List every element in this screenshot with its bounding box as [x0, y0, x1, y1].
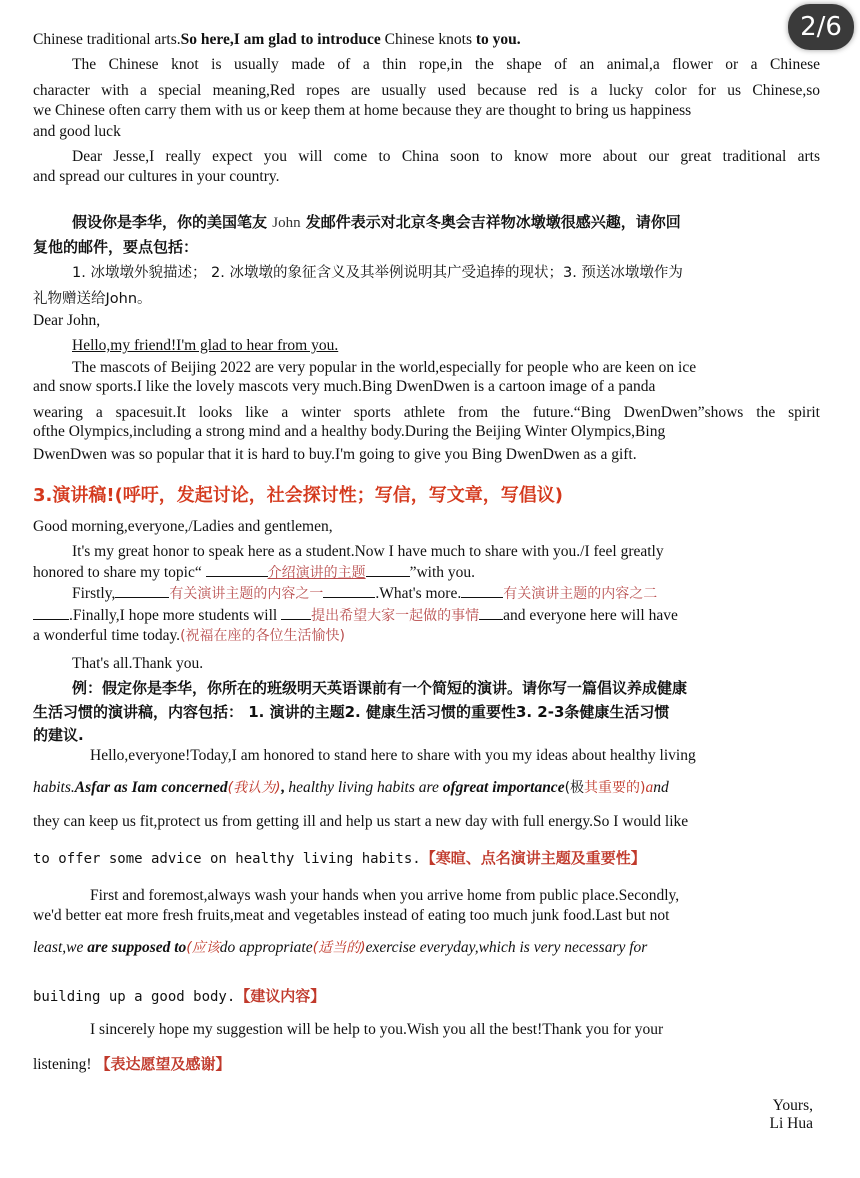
hint-text: 其重要的) — [584, 780, 646, 796]
hint-text: 提出希望大家一起做的事情 — [311, 608, 480, 624]
letter-line-5: DwenDwen was so popular that it is hard to buy.I'm going to give you Bing DwenDwen as a gift. — [33, 446, 637, 463]
blank-line — [323, 583, 375, 598]
template-line-7: That's all.Thank you. — [72, 655, 204, 672]
letter-opening: Hello,my friend!I'm glad to hear from you. — [72, 337, 339, 354]
letter-line-4: ofthe Olympics,including a strong mind and a healthy body.During the Beijing Winter Olympics,Bing — [33, 423, 666, 440]
template-line-5 — [33, 605, 820, 626]
phrase-highlight: are supposed to — [87, 939, 187, 956]
hint-text: 有关演讲主题的内容之二 — [503, 586, 658, 602]
essay-p2-line-2: we'd better eat more fresh fruits,meat and vegetables instead of eating too much junk food.Last but not — [33, 907, 670, 924]
text: to you. — [475, 31, 521, 48]
blank-line — [366, 562, 410, 577]
section-tag: 【表达愿望及感谢】 — [95, 1055, 231, 1073]
essay-p1-line-2 — [33, 778, 820, 798]
intro-line-5: and good luck — [33, 123, 121, 140]
closing: Yours, — [772, 1097, 813, 1114]
intro-line-4: we Chinese often carry them with us or keep them at home because they are thought to bring us happiness — [33, 102, 692, 119]
essay-p3-line-2 — [33, 1054, 820, 1075]
intro-line-7: and spread our cultures in your country. — [33, 168, 280, 185]
text: habits. — [33, 779, 75, 796]
template-line-4 — [72, 583, 820, 604]
essay-p2-line-1: First and foremost,always wash your hands when you arrive home from public place.Secondly, — [90, 887, 680, 904]
text: .What's more. — [375, 585, 462, 602]
signature: Li Hua — [769, 1115, 813, 1132]
example-line-3: 的建议. — [33, 726, 84, 744]
text: and everyone here will have — [503, 607, 678, 624]
intro-line-2: The Chinese knot is usually made of a thin rope,in the shape of an animal,a flower or a Chinese — [72, 56, 820, 73]
essay-p2-line-4 — [33, 986, 820, 1007]
essay-p1-line-1: Hello,everyone!Today,I am honored to stand here to share with you my ideas about healthy living — [90, 747, 696, 764]
task1-line-4: 礼物赠送给John。 — [33, 291, 152, 307]
text: 假设你是李华，你的美国笔友 — [72, 213, 273, 231]
text: Chinese knots — [380, 31, 476, 48]
blank-line — [281, 605, 311, 620]
section-tag: 【寒暄、点名演讲主题及重要性】 — [420, 849, 646, 867]
task1-line-3: 1. 冰墩墩外貌描述； 2. 冰墩墩的象征含义及其举例说明其广受追捧的现状；3. 预送冰墩墩作为 — [72, 265, 683, 281]
intro-line-3: character with a special meaning,Red ropes are usually used because red is a lucky color for us Chinese,so — [33, 82, 820, 99]
intro-line-1 — [33, 30, 820, 50]
hint-text: (祝福在座的各位生活愉快) — [180, 628, 345, 644]
template-line-3 — [33, 562, 820, 583]
blank-line — [479, 605, 503, 620]
text: least,we — [33, 939, 88, 956]
text: 发邮件表示对北京冬奥会吉祥物冰墩墩很感兴趣，请你回 — [300, 213, 681, 231]
letter-greeting: Dear John, — [33, 312, 101, 329]
letter-line-1: The mascots of Beijing 2022 are very popular in the world,especially for people who are keen on ice — [72, 359, 697, 376]
text: John — [272, 215, 301, 231]
text: listening! — [33, 1056, 96, 1073]
text: honored to share my topic“ — [33, 564, 206, 581]
phrase-highlight: Asfar as Iam concerned — [74, 779, 228, 796]
letter-line-3: wearing a spacesuit.It looks like a winter sports athlete from the future.“Bing DwenDwen”shows the spirit — [33, 404, 820, 421]
section-tag: 【建议内容】 — [235, 987, 326, 1005]
text: , — [280, 779, 289, 796]
text: a — [645, 779, 654, 796]
hint-text: (适当的) — [312, 940, 366, 956]
text: Firstly, — [72, 585, 116, 602]
text: do appropriate — [219, 939, 313, 956]
essay-p3-line-1: I sincerely hope my suggestion will be help to you.Wish you all the best!Thank you for your — [90, 1021, 664, 1038]
hint-text: 介绍演讲的主题 — [267, 565, 366, 581]
hint-text: 有关演讲主题的内容之一 — [169, 586, 324, 602]
task1-line-2: 复他的邮件，要点包括： — [33, 238, 199, 256]
letter-line-2: and snow sports.I like the lovely mascots very much.Bing DwenDwen is a cartoon image of a panda — [33, 378, 656, 395]
page-indicator[interactable]: 2/6 — [788, 4, 854, 50]
blank-line — [461, 583, 503, 598]
text: ”with you. — [409, 564, 476, 581]
text: to offer some advice on healthy living habits. — [33, 851, 421, 867]
phrase-highlight: ofgreat importance — [442, 779, 565, 796]
hint-text: (应该 — [186, 940, 220, 956]
intro-line-6: Dear Jesse,I really expect you will come to China soon to know more about our great traditional arts — [72, 148, 820, 165]
template-line-2: It's my great honor to speak here as a student.Now I have much to share with you./I feel greatly — [72, 543, 664, 560]
hint-text: (我认为) — [227, 780, 281, 796]
template-line-1: Good morning,everyone,/Ladies and gentlemen, — [33, 518, 333, 535]
example-line-2: 生活习惯的演讲稿，内容包括： 1. 演讲的主题2. 健康生活习惯的重要性3. 2-3条健康生活习惯 — [33, 703, 670, 721]
text: Chinese traditional arts. — [33, 31, 181, 48]
text: healthy living habits are — [288, 779, 443, 796]
text: nd — [653, 779, 669, 796]
text: building up a good body. — [33, 989, 236, 1005]
essay-p1-line-4 — [33, 848, 820, 869]
blank-line — [33, 605, 69, 620]
task1-line-1 — [72, 212, 820, 233]
example-line-1: 例：假定你是李华，你所在的班级明天英语课前有一个简短的演讲。请你写一篇倡议养成健康 — [72, 679, 688, 697]
essay-p1-line-3: they can keep us fit,protect us from getting ill and help us start a new day with full energy.So I would like — [33, 813, 689, 830]
text: So here,I am glad to introduce — [180, 31, 381, 48]
text: (极 — [564, 780, 585, 796]
text: a wonderful time today. — [33, 627, 181, 644]
blank-line — [115, 583, 169, 598]
text: .Finally,I hope more students will — [69, 607, 282, 624]
blank-line — [206, 562, 268, 577]
template-line-6 — [33, 626, 820, 646]
text: exercise everyday,which is very necessary for — [365, 939, 648, 956]
section-heading: 3.演讲稿!(呼吁，发起讨论，社会探讨性；写信，写文章，写倡议) — [33, 485, 564, 506]
essay-p2-line-3 — [33, 938, 820, 958]
